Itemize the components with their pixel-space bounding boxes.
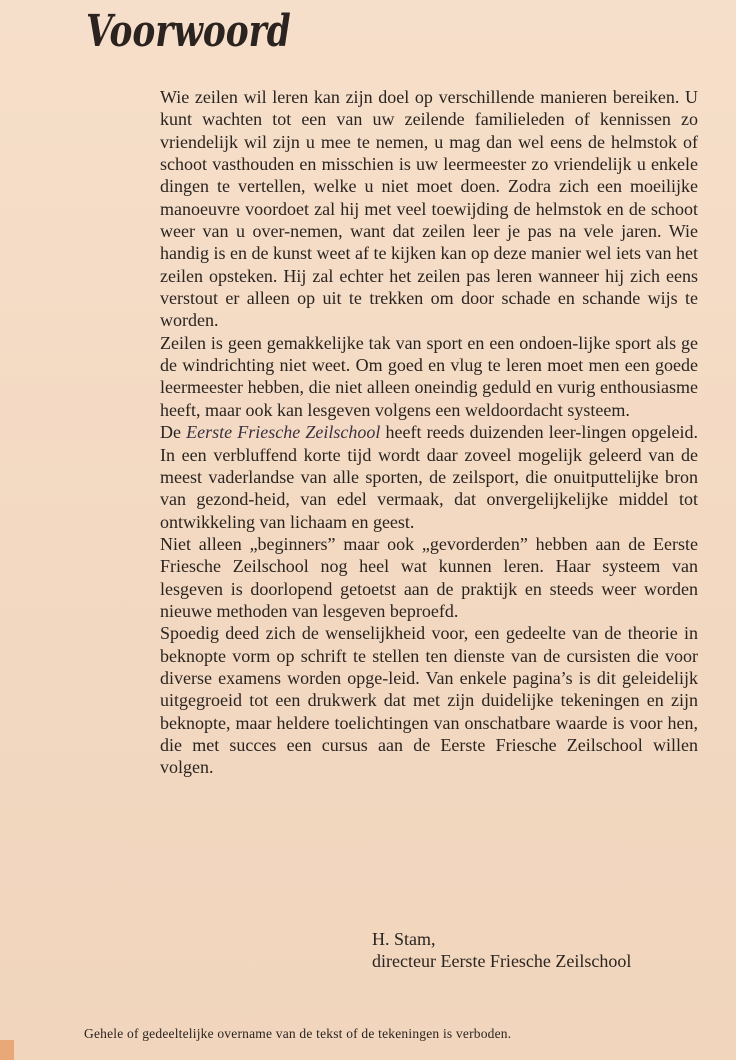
paragraph-3-start: De xyxy=(160,422,187,443)
foreword-body xyxy=(160,86,698,779)
page-title: Voorwoord xyxy=(86,6,291,57)
copyright-notice: Gehele of gedeeltelijke overname van de tekst of de tekeningen is verboden. xyxy=(84,1026,512,1041)
paragraph-3-rest: heeft reeds duizenden leer-lingen opgeleid. In een verbluffend korte tijd wordt daar zoveel mogelijk geleerd van de meest vaderlandse van alle sporten, de zeilsport, die onuitputtelijke bron van gezond-heid, van edel vermaak, dat onvergelijkelijke middel tot ontwikkeling van lichaam en geest. xyxy=(160,422,698,532)
signature-block xyxy=(372,928,631,972)
paragraph-4: Niet alleen „beginners” maar ook „gevorderden” hebben aan de Eerste Friesche Zeilschool nog heel wat kunnen leren. Haar systeem van lesgeven is doorlopend getoetst aan de praktijk en steeds weer worden nieuwe methoden van lesgeven beproefd. xyxy=(160,533,698,621)
paragraph-2: Zeilen is geen gemakkelijke tak van sport en een ondoen-lijke sport als ge de windrichting niet weet. Om goed en vlug te leren moet men een goede leermeester hebben, die niet alleen oneindig geduld en vurig enthousiasme heeft, maar ook kan lesgeven volgens een weldoordacht systeem. xyxy=(160,332,698,420)
paragraph-3 xyxy=(160,421,698,533)
paragraph-5: Spoedig deed zich de wenselijkheid voor, een gedeelte van de theorie in beknopte vorm op schrift te stellen ten dienste van de cursisten die voor diverse examens worden opge-leid. Van enkele pagina’s is dit geleidelijk uitgegroeid tot een drukwerk dat met zijn duidelijke tekeningen en zijn beknopte, maar heldere toelichtingen van onschatbare waarde is voor hen, die met succes een cursus aan de Eerste Friesche Zeilschool willen volgen. xyxy=(160,623,698,778)
school-name-italic: Eerste Friesche Zeilschool xyxy=(186,422,381,443)
page-corner-mark xyxy=(0,1040,14,1060)
signature-name: H. Stam, xyxy=(372,929,436,949)
paragraph-1: Wie zeilen wil leren kan zijn doel op verschillende manieren bereiken. U kunt wachten tot een van uw zeilende familieleden of kennissen zo vriendelijk wil zijn u mee te nemen, u mag dan wel eens de helmstok of schoot vasthouden en misschien is uw leermeester zo vriendelijk u enkele dingen te vertellen, welke u niet moet doen. Zodra zich een moeilijke manoeuvre voordoet zal hij met veel toewijding de helmstok en de schoot weer van u over-nemen, want dat zeilen leer je pas na vele jaren. Wie handig is en de kunst weet af te kijken kan op deze manier wel iets van het zeilen opsteken. Hij zal echter het zeilen pas leren wanneer hij zich eens verstout er alleen op uit te trekken om door schade en schande wijs te worden. xyxy=(160,87,698,331)
signature-role: directeur Eerste Friesche Zeilschool xyxy=(372,951,632,971)
